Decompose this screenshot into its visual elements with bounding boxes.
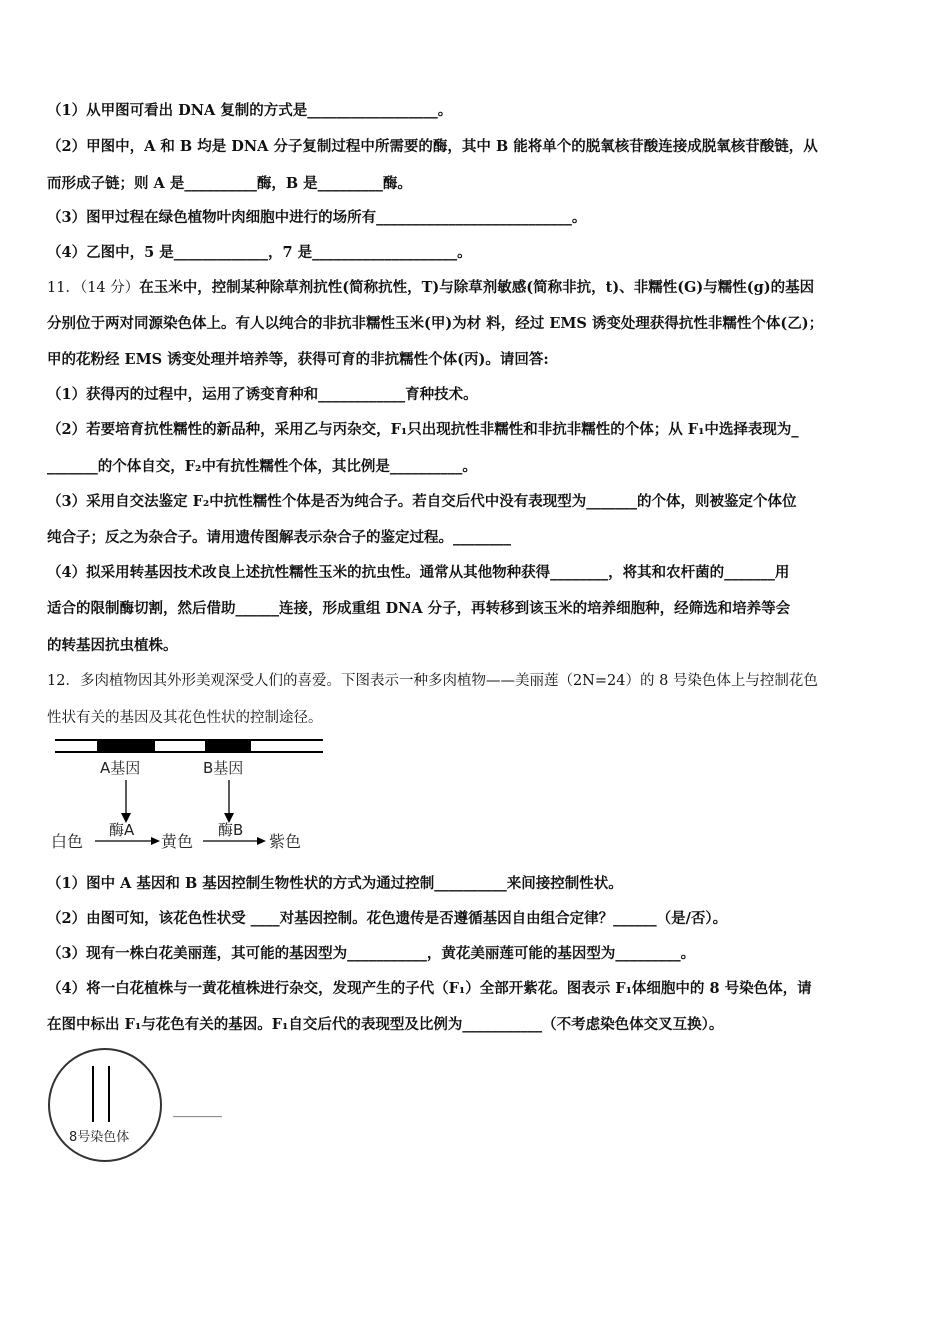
answer-blank: _______	[173, 1102, 222, 1118]
gene-b-label: B基因	[203, 759, 244, 777]
gene-b-band	[205, 740, 251, 752]
q12-part4-line1: （4）将一白花植株与一黄花植株进行杂交，发现产生的子代（F₁）全部开紫花。图表示 F₁体细胞中的 8 号染色体，请	[47, 980, 812, 997]
q11-part1: （1）获得丙的过程中，运用了诱变育种和____________育种技术。	[47, 386, 478, 403]
q10-part1: （1）从甲图可看出 DNA 复制的方式是__________________。	[47, 102, 453, 119]
q10-part4: （4）乙图中，5 是_____________，7 是____________________。	[47, 244, 472, 261]
q12-intro-line2: 性状有关的基因及其花色性状的控制途径。	[47, 710, 323, 726]
q11-intro-text: 在玉米中，控制某种除草剂抗性(简称抗性，T)与除草剂敏感(简称非抗，t)、非糯性(G)与糯性(g)的基因	[139, 279, 815, 296]
q11-part2-line2: _______的个体自交，F₂中有抗性糯性个体，其比例是__________。	[47, 458, 477, 475]
enzyme-a-label: 酶A	[109, 821, 135, 839]
yellow-label: 黄色	[161, 832, 194, 851]
q10-part3: （3）图甲过程在绿色植物叶肉细胞中进行的场所有___________________________。	[47, 209, 587, 226]
q11-part3-line2: 纯合子；反之为杂合子。请用遗传图解表示杂合子的鉴定过程。________	[47, 529, 511, 546]
enzyme-b-label: 酶B	[218, 821, 244, 839]
q11-number: 11．（14 分）	[47, 280, 140, 296]
q11-intro-line3: 甲的花粉经 EMS 诱变处理并培养等，获得可育的非抗糯性个体(丙)。请回答:	[47, 351, 549, 368]
gene-a-band	[97, 740, 155, 752]
q11-part4-line1: （4）拟采用转基因技术改良上述抗性糯性玉米的抗虫性。通常从其他物种获得________，将其和农杆菌的_______用	[47, 564, 790, 581]
chromosome-cell-figure	[45, 1048, 245, 1168]
arrow-white-yellow-head	[151, 837, 160, 845]
q11-part4-line2: 适合的限制酶切割，然后借助______连接，形成重组 DNA 分子，再转移到该玉米的培养细胞种，经筛选和培养等会	[47, 600, 791, 617]
q11-part3-line1: （3）采用自交法鉴定 F₂中抗性糯性个体是否为纯合子。若自交后代中没有表现型为_______的个体，则被鉴定个体位	[47, 493, 797, 510]
cell-label: 8号染色体	[69, 1130, 130, 1145]
q11-intro-line1	[47, 278, 814, 298]
q12-part3: （3）现有一株白花美丽莲，其可能的基因型为___________，黄花美丽莲可能的基因型为_________。	[47, 945, 696, 962]
gene-pathway-figure	[45, 735, 335, 855]
q12-part4-line2: 在图中标出 F₁与花色有关的基因。F₁自交后代的表现型及比例为___________（不考虑染色体交叉互换）。	[47, 1016, 724, 1033]
q10-part2-line1: （2）甲图中，A 和 B 均是 DNA 分子复制过程中所需要的酶，其中 B 能将单个的脱氧核苷酸连接成脱氧核苷酸链，从	[47, 138, 818, 155]
white-label: 白色	[51, 832, 84, 851]
q11-part4-line3: 的转基因抗虫植株。	[47, 637, 178, 654]
q12-part2: （2）由图可知，该花色性状受 ____对基因控制。花色遗传是否遵循基因自由组合定律？______（是/否）。	[47, 910, 728, 927]
q12-part1: （1）图中 A 基因和 B 基因控制生物性状的方式为通过控制__________来间接控制性状。	[47, 875, 623, 892]
q11-intro-line2: 分别位于两对同源染色体上。有人以纯合的非抗非糯性玉米(甲)为材 料，经过 EMS 诱变处理获得抗性非糯性个体(乙)；	[47, 315, 824, 332]
q11-part2-line1: （2）若要培育抗性糯性的新品种，采用乙与丙杂交，F₁只出现抗性非糯性和非抗非糯性的个体；从 F₁中选择表现为_	[47, 421, 799, 438]
gene-a-label: A基因	[100, 759, 141, 777]
q10-part2-line2: 而形成子链；则 A 是__________酶，B 是_________酶。	[47, 175, 412, 192]
q12-intro-line1: 12．多肉植物因其外形美观深受人们的喜爱。下图表示一种多肉植物——美丽莲（2N=24）的 8 号染色体上与控制花色	[47, 673, 818, 689]
arrow-yellow-purple-head	[257, 837, 266, 845]
purple-label: 紫色	[269, 832, 302, 851]
